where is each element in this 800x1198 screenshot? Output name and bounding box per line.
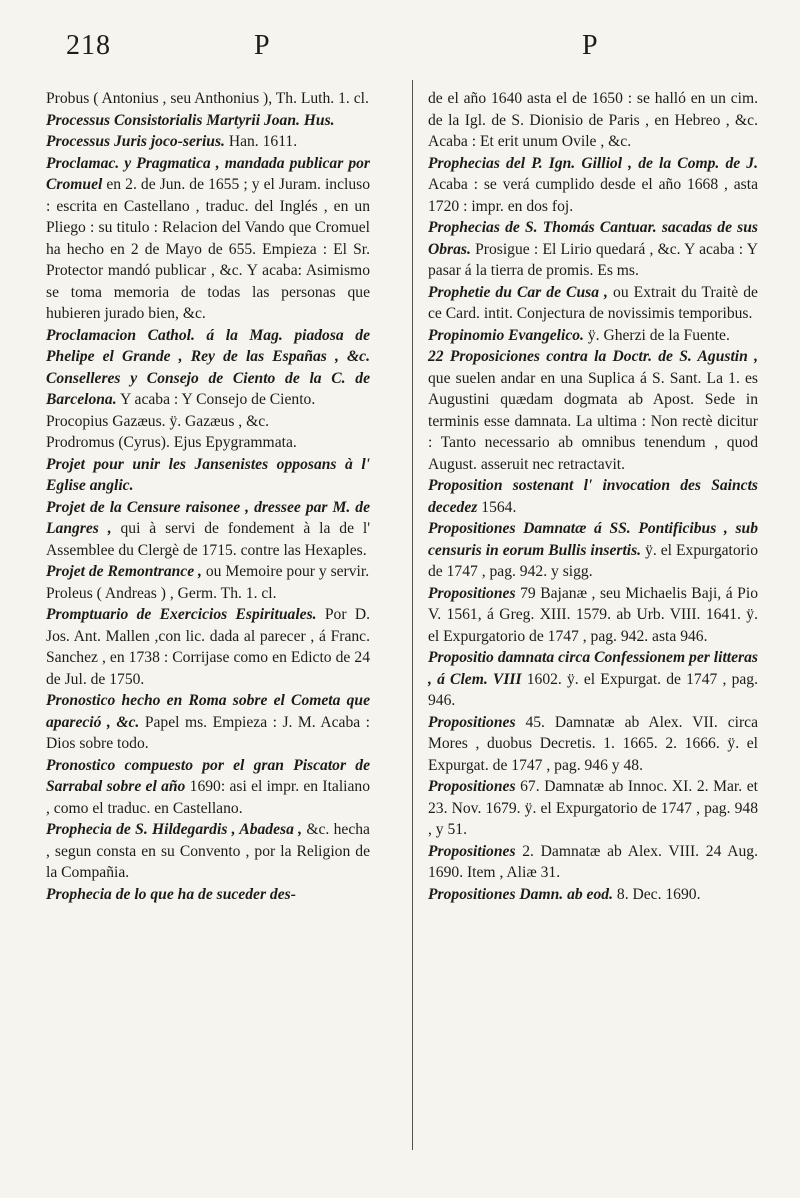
running-head-left: P [254, 30, 271, 61]
entry-headword: Prophecia de S. Hildegardis , Abadesa , [46, 821, 303, 838]
entry-headword: Proposition sostenant l' invocation des Saincts decedez [428, 477, 758, 516]
column-divider [412, 80, 413, 1150]
entry-headword: Propositiones [428, 713, 516, 731]
dictionary-entry [428, 282, 758, 325]
dictionary-entry [46, 131, 370, 153]
entry-text: Por D. Jos. Ant. Mallen ,con lic. dada al parecer , á Franc. Sanchez , en 1738 : Corrijase como en Edicto de 24 de Jul. de 1750. [46, 606, 370, 688]
right-column [428, 88, 758, 905]
entry-headword: Pronostico compuesto por el gran Piscator de Sarrabal sobre el año [46, 756, 370, 795]
entry-headword: Propositiones [428, 842, 516, 860]
entry-text: ou Extrait du Traitè de ce Card. intit. Conjectura de novissimis temporibus. [428, 283, 758, 322]
page-number: 218 [66, 30, 111, 61]
dictionary-entry [428, 217, 758, 282]
dictionary-entry [428, 712, 758, 777]
running-head-right: P [582, 30, 599, 61]
entry-headword: Propositiones Damn. ab eod. [428, 885, 613, 903]
dictionary-entry [428, 153, 758, 218]
dictionary-entry [46, 454, 370, 497]
entry-headword: Projet de Remontrance , [46, 563, 202, 580]
left-column [46, 88, 370, 905]
entry-headword: Processus Consistorialis Martyrii Joan. Hus. [46, 111, 335, 129]
entry-text: Prodromus (Cyrus). Ejus Epygrammata. [46, 434, 297, 451]
entry-text: 1602. ÿ. el Expurgat. de 1747 , pag. 946. [428, 670, 758, 709]
dictionary-entry [46, 411, 370, 433]
entry-text: 8. Dec. 1690. [616, 885, 701, 903]
entry-text: en 2. de Jun. de 1655 ; y el Juram. incluso : escrita en Castellano , traduc. del Inglés , en un Pliego : su titulo : Relacion del Vando que Cromuel ha hecho en 2 de Mayo de 655. Empieza : El Sr. Protector mandó publicar , &c. Y acaba: Asimismo se toma memoria de todas las personas que hubieren jurado bien, &c. [46, 176, 370, 322]
entry-text: 2. Damnatæ ab Alex. VIII. 24 Aug. 1690. Item , Aliæ 31. [428, 842, 758, 881]
dictionary-entry [428, 647, 758, 712]
entry-headword: Projet pour unir les Jansenistes opposans à l' Eglise anglic. [46, 455, 370, 494]
entry-text: Prosigue : El Lirio quedará , &c. Y acaba : Y pasar á la tierra de promis. Es ms. [428, 240, 758, 279]
entry-headword: Proclamac. y Pragmatica , mandada publicar por Cromuel [46, 154, 370, 193]
entry-text: 1564. [481, 498, 517, 516]
dictionary-entry [428, 518, 758, 583]
entry-text: de el año 1640 asta el de 1650 : se halló en un cim. de la Igl. de S. Dionisio de Paris , en Hebreo , &c. Acaba : Et erit unum Ovile , &c. [428, 90, 758, 150]
entry-text: Papel ms. Empieza : J. M. Acaba : Dios sobre todo. [46, 713, 371, 752]
entry-headword: Propositiones [428, 778, 516, 795]
entry-text: Procopius Gazæus. ÿ. Gazæus , &c. [46, 412, 270, 430]
dictionary-entry [428, 475, 758, 518]
entry-headword: Prophetie du Car de Cusa , [428, 283, 608, 301]
entry-headword: Proclamacion Cathol. á la Mag. piadosa de Phelipe el Grande , Rey de las Españas , &c. Conselleres y Consejo de Ciento de la C. de Barcelona. [46, 326, 370, 408]
entry-text: ÿ. Gherzi de la Fuente. [587, 326, 730, 344]
entry-text: Probus ( Antonius , seu Anthonius ), Th. Luth. 1. cl. [46, 90, 369, 107]
entry-text: Acaba : se verá cumplido desde el año 1668 , asta 1720 : impr. en dos foj. [428, 176, 758, 215]
entry-text: &c. hecha , segun consta en su Convento , por la Religion de la Compañia. [46, 821, 370, 881]
dictionary-entry [46, 583, 370, 605]
entry-text: Proleus ( Andreas ) , Germ. Th. 1. cl. [46, 584, 277, 602]
dictionary-entry [46, 497, 370, 562]
dictionary-entry [46, 561, 370, 583]
dictionary-entry [46, 690, 370, 755]
dictionary-entry [46, 884, 370, 906]
entry-text: 1690: asi el impr. en Italiano , como el traduc. en Castellano. [46, 778, 371, 817]
entry-headword: Propositio damnata circa Confessionem per litteras , á Clem. VIII [428, 649, 758, 688]
entry-headword: Prophecias del P. Ign. Gilliol , de la Comp. de J. [428, 154, 758, 172]
entry-text: Han. 1611. [228, 133, 298, 150]
entry-text: ou Memoire pour y servir. [205, 563, 370, 580]
dictionary-entry [428, 325, 758, 347]
entry-headword: Propinomio Evangelico. [428, 326, 584, 344]
entry-text: ÿ. el Expurgatorio de 1747 , pag. 942. y sigg. [428, 541, 758, 580]
dictionary-entry [428, 884, 758, 906]
dictionary-entry [46, 153, 370, 325]
dictionary-entry [428, 346, 758, 475]
entry-text: qui à servi de fondement à la de l' Assemblee du Clergè de 1715. contre las Hexaples. [46, 520, 370, 559]
dictionary-entry [428, 583, 758, 648]
dictionary-entry [428, 776, 758, 841]
entry-headword: Projet de la Censure raisonee , dressee par M. de Langres , [46, 498, 370, 537]
dictionary-entry [428, 841, 758, 884]
entry-headword: Propositiones [428, 584, 516, 602]
entry-headword: Prophecias de S. Thomás Cantuar. sacadas de sus Obras. [428, 219, 758, 258]
dictionary-entry [46, 604, 370, 690]
dictionary-entry [46, 110, 370, 132]
dictionary-entry [46, 819, 370, 884]
entry-headword: Processus Juris joco-serius. [46, 133, 225, 150]
dictionary-entry [46, 88, 370, 110]
entry-headword: Propositiones Damnatæ á SS. Pontificibus , sub censuris in eorum Bullis insertis. [428, 520, 758, 559]
entry-headword: Pronostico hecho en Roma sobre el Cometa que apareció , &c. [46, 692, 370, 731]
dictionary-entry [46, 325, 370, 411]
dictionary-entry [428, 88, 758, 153]
dictionary-entry [46, 432, 370, 454]
entry-text: que suelen andar en una Suplica á S. Sant. La 1. es Augustini quædam dogmata ab Apost. Sede in terminis esse damnata. La ultima : Non rectè dicitur : Tanto necessario ab omnibus tenendum , quod August. asseruit nec retractavit. [428, 369, 758, 473]
entry-headword: 22 Proposiciones contra la Doctr. de S. Agustin , [428, 348, 758, 365]
entry-text: Y acaba : Y Consejo de Ciento. [119, 391, 316, 408]
entry-headword: Prophecia de lo que ha de suceder des- [46, 885, 296, 903]
entry-text: 79 Bajanæ , seu Michaelis Baji, á Pio V. 1561, á Greg. XIII. 1579. ab Urb. VIII. 1641. ÿ. el Expurgatorio de 1747 , pag. 942. asta 946. [428, 584, 758, 645]
entry-headword: Promptuario de Exercicios Espirituales. [46, 606, 317, 623]
entry-text: 45. Damnatæ ab Alex. VII. circa Mores , duobus Decretis. 1. 1665. 2. 1666. ÿ. el Expurgat. de 1747 , pag. 946 y 48. [428, 713, 758, 774]
dictionary-entry [46, 755, 370, 820]
entry-text: 67. Damnatæ ab Innoc. XI. 2. Mar. et 23. Nov. 1679. ÿ. el Expurgatorio de 1747 , pag. 948 , y 51. [428, 778, 758, 838]
